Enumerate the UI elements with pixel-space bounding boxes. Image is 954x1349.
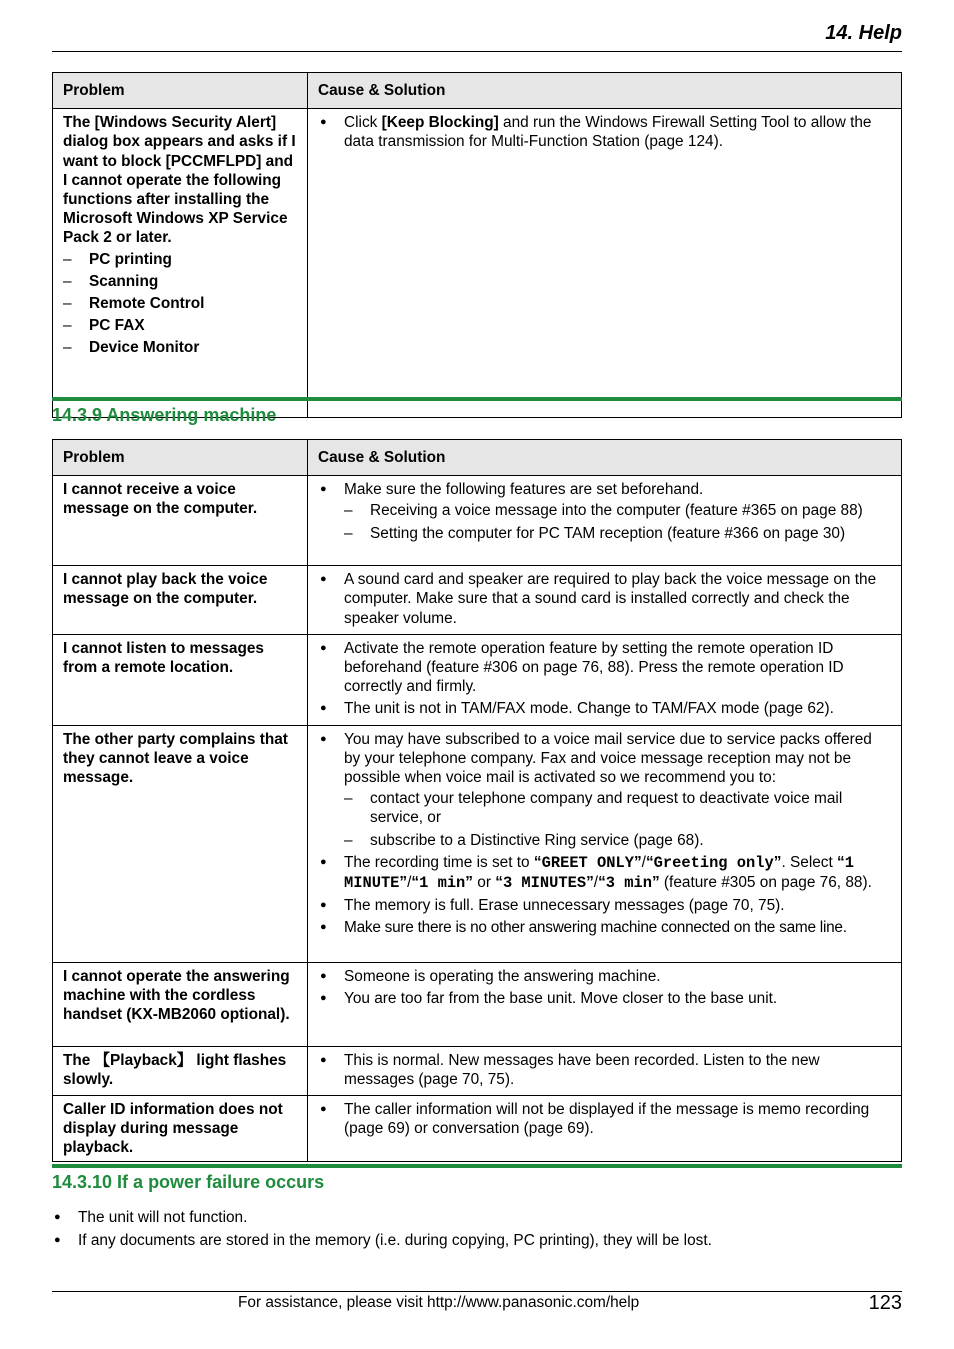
table-row bbox=[53, 476, 902, 566]
troubleshooting-table-pc bbox=[52, 72, 902, 418]
problem-text: The [Windows Security Alert] dialog box appears and asks if I want to block [PCCMFLPD] and I cannot operate the following functions after installing the Microsoft Windows XP Service Pack 2 or later. bbox=[63, 114, 296, 247]
list-item: – Scanning bbox=[63, 272, 297, 291]
solution-cell bbox=[308, 962, 902, 1046]
function-list bbox=[63, 250, 297, 358]
solution-item: ● Click [Keep Blocking] and run the Windows Firewall Setting Tool to allow the data transmission for Multi-Function Station (page 124). bbox=[318, 113, 891, 151]
power-failure-list bbox=[52, 1206, 902, 1252]
solution-cell bbox=[308, 566, 902, 635]
column-header-problem: Problem bbox=[53, 440, 308, 476]
solution-item: ● Activate the remote operation feature by setting the remote operation ID beforehand (feature #306 on page 76, 88). Press the remote operation ID correctly and firmly. bbox=[318, 639, 891, 697]
solution-item-recording-time: ● The recording time is set to “GREET ONLY”/“Greeting only”. Select “1 MINUTE”/“1 min” or “3 MINUTES”/“3 min” (feature #305 on page 76, 88). bbox=[318, 853, 891, 893]
solution-cell bbox=[308, 1046, 902, 1095]
section-title: 14.3.10 If a power failure occurs bbox=[52, 1172, 325, 1192]
problem-cell: I cannot operate the answering machine with the cordless handset (KX-MB2060 optional). bbox=[53, 962, 308, 1046]
section-rule bbox=[52, 397, 902, 401]
section-rule bbox=[52, 1164, 902, 1168]
list-item: ● The unit will not function. bbox=[52, 1206, 902, 1229]
header-rule bbox=[52, 51, 902, 52]
problem-cell: I cannot play back the voice message on the computer. bbox=[53, 566, 308, 635]
solution-item: ● The unit is not in TAM/FAX mode. Change to TAM/FAX mode (page 62). bbox=[318, 699, 891, 718]
list-item: – Remote Control bbox=[63, 294, 297, 313]
sub-item: – subscribe to a Distinctive Ring service (page 68). bbox=[344, 831, 891, 850]
problem-cell: The other party complains that they cannot leave a voice message. bbox=[53, 725, 308, 962]
solution-cell bbox=[308, 476, 902, 566]
problem-cell bbox=[53, 109, 308, 418]
section-heading-power-failure bbox=[52, 1164, 902, 1193]
solution-item: ● You may have subscribed to a voice mail service due to service packs offered by your telephone company. Fax and voice message reception may not be possible when voice mail is activated so we recommend you to: – contact your telephone company and request to deactivate voice mail service, or – subscribe to a Distinctive Ring service (page 68). bbox=[318, 730, 891, 850]
sub-item: – Setting the computer for PC TAM reception (feature #366 on page 30) bbox=[344, 524, 891, 543]
list-item: – PC printing bbox=[63, 250, 297, 269]
problem-cell: I cannot receive a voice message on the computer. bbox=[53, 476, 308, 566]
solution-cell bbox=[308, 634, 902, 725]
list-item: – PC FAX bbox=[63, 316, 297, 335]
column-header-cause: Cause & Solution bbox=[308, 440, 902, 476]
table-row bbox=[53, 725, 902, 962]
solution-item: ● Someone is operating the answering machine. bbox=[318, 967, 891, 986]
solution-cell bbox=[308, 109, 902, 418]
solution-item: ● The caller information will not be displayed if the message is memo recording (page 69) or conversation (page 69). bbox=[318, 1100, 891, 1138]
problem-cell: I cannot listen to messages from a remote location. bbox=[53, 634, 308, 725]
chapter-title: 14. Help bbox=[825, 22, 902, 44]
page-number: 123 bbox=[868, 1292, 902, 1314]
footer-rule bbox=[52, 1291, 902, 1292]
problem-cell: The 【Playback】 light flashes slowly. bbox=[53, 1046, 308, 1095]
table-row bbox=[53, 566, 902, 635]
column-header-cause: Cause & Solution bbox=[308, 73, 902, 109]
table-header-row bbox=[53, 73, 902, 109]
footer-assistance-text: For assistance, please visit http://www.panasonic.com/help bbox=[238, 1294, 640, 1311]
solution-item: ● The memory is full. Erase unnecessary messages (page 70, 75). bbox=[318, 896, 891, 915]
table-row bbox=[53, 1096, 902, 1162]
solution-item: ● A sound card and speaker are required to play back the voice message on the computer. Make sure that a sound card is installed correctly and check the speaker volume. bbox=[318, 570, 891, 628]
section-title: 14.3.9 Answering machine bbox=[52, 405, 277, 425]
problem-cell: Caller ID information does not display during message playback. bbox=[53, 1096, 308, 1162]
table-row bbox=[53, 109, 902, 418]
solution-item: ● You are too far from the base unit. Move closer to the base unit. bbox=[318, 989, 891, 1008]
solution-cell bbox=[308, 725, 902, 962]
table-row bbox=[53, 1046, 902, 1095]
column-header-problem: Problem bbox=[53, 73, 308, 109]
section-heading-answering-machine bbox=[52, 397, 902, 426]
keep-blocking-label: [Keep Blocking] bbox=[381, 114, 499, 132]
list-item: ● If any documents are stored in the memory (i.e. during copying, PC printing), they will be lost. bbox=[52, 1229, 902, 1252]
solution-cell bbox=[308, 1096, 902, 1162]
solution-item: ● Make sure the following features are set beforehand. – Receiving a voice message into the computer (feature #365 on page 88) – Setting the computer for PC TAM reception (feature #366 on page 30) bbox=[318, 480, 891, 543]
sub-item: – Receiving a voice message into the computer (feature #365 on page 88) bbox=[344, 501, 891, 520]
solution-item: ● Make sure there is no other answering machine connected on the same line. bbox=[318, 918, 891, 937]
table-header-row bbox=[53, 440, 902, 476]
sub-item: – contact your telephone company and request to deactivate voice mail service, or bbox=[344, 789, 891, 827]
table-row bbox=[53, 634, 902, 725]
troubleshooting-table-answering bbox=[52, 439, 902, 1162]
table-row bbox=[53, 962, 902, 1046]
solution-item: ● This is normal. New messages have been recorded. Listen to the new messages (page 70, 75). bbox=[318, 1051, 891, 1089]
list-item: – Device Monitor bbox=[63, 338, 297, 357]
